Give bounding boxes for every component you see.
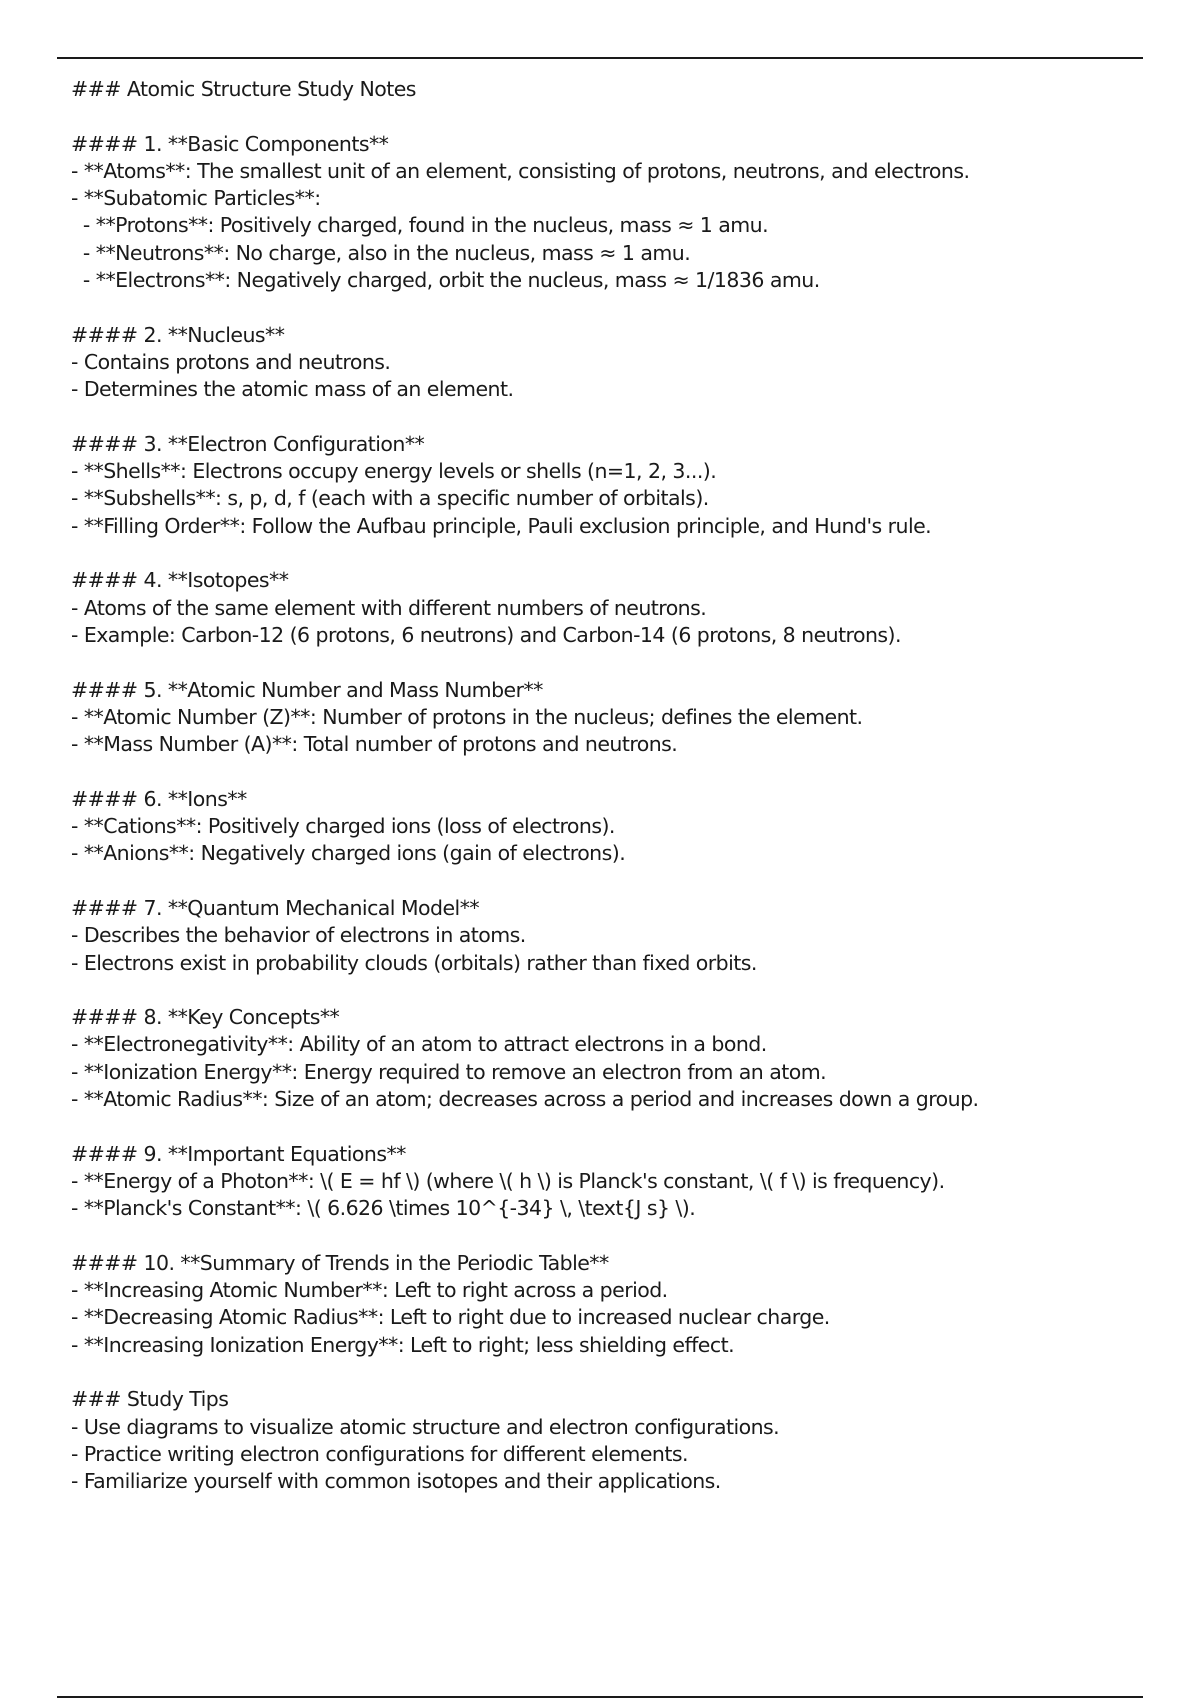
blank-line xyxy=(71,1359,1141,1386)
list-item: - **Subshells**: s, p, d, f (each with a specific number of orbitals). xyxy=(71,486,709,511)
document-heading: ### Atomic Structure Study Notes xyxy=(71,77,416,101)
blank-line xyxy=(71,868,1141,895)
list-item: - **Atomic Number (Z)**: Number of protons in the nucleus; defines the element. xyxy=(71,704,863,729)
list-item: - Describes the behavior of electrons in atoms. xyxy=(71,923,526,948)
list-item: - **Increasing Ionization Energy**: Left to right; less shielding effect. xyxy=(71,1332,735,1357)
list-item: - **Atomic Radius**: Size of an atom; decreases across a period and increases down a group. xyxy=(71,1086,979,1111)
list-item: - Determines the atomic mass of an element. xyxy=(71,377,514,402)
blank-line xyxy=(71,294,1141,321)
bottom-rule xyxy=(57,1696,1143,1698)
list-item: - **Mass Number (A)**: Total number of protons and neutrons. xyxy=(71,732,678,757)
list-item: - Contains protons and neutrons. xyxy=(71,349,391,374)
sub-list-item: - **Electrons**: Negatively charged, orbit the nucleus, mass ≈ 1/1836 amu. xyxy=(71,268,820,293)
list-item: - **Filling Order**: Follow the Aufbau principle, Pauli exclusion principle, and Hund's rule. xyxy=(71,513,932,538)
list-item: - Electrons exist in probability clouds (orbitals) rather than fixed orbits. xyxy=(71,950,757,975)
top-rule xyxy=(57,57,1143,59)
list-item: - **Planck's Constant**: \( 6.626 \times 10^{-34} \, \text{J s} \). xyxy=(71,1196,696,1221)
document-heading: ### Study Tips xyxy=(71,1387,229,1412)
list-item: - Familiarize yourself with common isotopes and their applications. xyxy=(71,1469,721,1494)
list-item: - Use diagrams to visualize atomic structure and electron configurations. xyxy=(71,1414,780,1439)
list-item: - Example: Carbon-12 (6 protons, 6 neutrons) and Carbon-14 (6 protons, 8 neutrons). xyxy=(71,622,901,647)
section-heading: #### 8. **Key Concepts** xyxy=(71,1005,340,1030)
section-heading: #### 9. **Important Equations** xyxy=(71,1141,406,1166)
list-item: - **Energy of a Photon**: \( E = hf \) (where \( h \) is Planck's constant, \( f \) is frequency). xyxy=(71,1168,945,1193)
sub-list-item: - **Neutrons**: No charge, also in the nucleus, mass ≈ 1 amu. xyxy=(71,240,691,265)
list-item: - **Cations**: Positively charged ions (loss of electrons). xyxy=(71,814,615,839)
section-heading: #### 1. **Basic Components** xyxy=(71,131,389,156)
section-heading: #### 3. **Electron Configuration** xyxy=(71,431,425,456)
list-item: - **Electronegativity**: Ability of an atom to attract electrons in a bond. xyxy=(71,1032,767,1057)
blank-line xyxy=(71,404,1141,431)
list-item: - **Anions**: Negatively charged ions (gain of electrons). xyxy=(71,841,626,866)
section-heading: #### 7. **Quantum Mechanical Model** xyxy=(71,895,480,920)
blank-line xyxy=(71,1113,1141,1140)
blank-line xyxy=(71,977,1141,1004)
section-heading: #### 5. **Atomic Number and Mass Number** xyxy=(71,677,543,702)
blank-line xyxy=(71,103,1141,130)
blank-line xyxy=(71,540,1141,567)
blank-line xyxy=(71,758,1141,785)
list-item: - **Increasing Atomic Number**: Left to right across a period. xyxy=(71,1278,668,1303)
list-item: - **Decreasing Atomic Radius**: Left to right due to increased nuclear charge. xyxy=(71,1305,830,1330)
list-item: - **Ionization Energy**: Energy required to remove an electron from an atom. xyxy=(71,1059,827,1084)
list-item: - **Atoms**: The smallest unit of an element, consisting of protons, neutrons, and electrons. xyxy=(71,158,970,183)
list-item: - Atoms of the same element with different numbers of neutrons. xyxy=(71,595,707,620)
document-body xyxy=(71,76,1141,1495)
section-heading: #### 10. **Summary of Trends in the Periodic Table** xyxy=(71,1250,609,1275)
blank-line xyxy=(71,649,1141,676)
list-item: - Practice writing electron configurations for different elements. xyxy=(71,1441,688,1466)
list-item: - **Shells**: Electrons occupy energy levels or shells (n=1, 2, 3...). xyxy=(71,459,717,484)
section-heading: #### 4. **Isotopes** xyxy=(71,568,289,593)
blank-line xyxy=(71,1222,1141,1249)
section-heading: #### 2. **Nucleus** xyxy=(71,322,285,347)
list-item: - **Subatomic Particles**: xyxy=(71,186,321,211)
section-heading: #### 6. **Ions** xyxy=(71,786,247,811)
sub-list-item: - **Protons**: Positively charged, found in the nucleus, mass ≈ 1 amu. xyxy=(71,213,769,238)
